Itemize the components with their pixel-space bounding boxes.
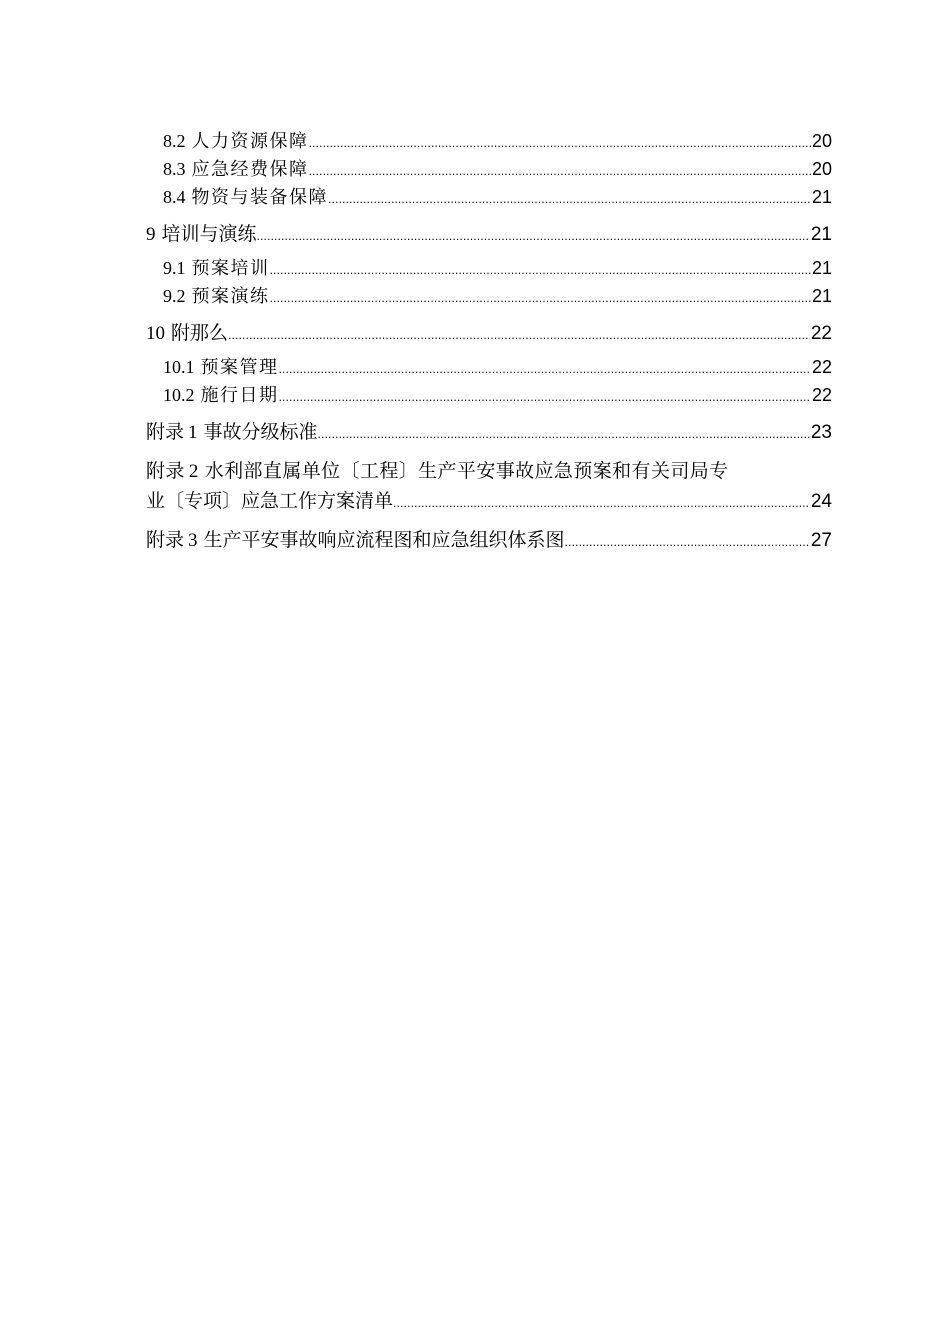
toc-entry-title-line-2 <box>146 487 832 517</box>
toc-dot-leader <box>270 257 811 285</box>
toc-entry-number: 1 <box>188 422 198 443</box>
toc-entry-8-3[interactable] <box>146 155 832 183</box>
toc-dot-leader <box>228 321 810 351</box>
toc-entry-title: 预案演练 <box>191 286 270 306</box>
toc-entry-9[interactable] <box>146 220 832 250</box>
toc-dot-leader <box>565 528 810 558</box>
toc-entry-prefix: 附录 <box>146 530 185 551</box>
toc-entry-prefix: 附录 <box>146 422 185 443</box>
toc-dot-leader <box>318 420 810 450</box>
toc-page-number: 23 <box>810 422 832 443</box>
toc-dot-leader <box>328 186 811 214</box>
toc-page-number: 22 <box>810 323 832 344</box>
toc-entry-number: 9 <box>146 224 156 245</box>
toc-dot-leader <box>257 222 810 252</box>
toc-dot-leader <box>279 384 811 412</box>
toc-page-number: 20 <box>811 159 832 179</box>
table-of-contents <box>146 127 832 556</box>
toc-page-number: 21 <box>811 258 832 278</box>
toc-entry-appendix-3[interactable] <box>146 526 832 556</box>
toc-entry-10-1[interactable] <box>146 353 832 381</box>
toc-page-number: 21 <box>811 187 832 207</box>
toc-entry-10[interactable] <box>146 319 832 349</box>
toc-entry-number: 9.1 <box>163 258 186 278</box>
toc-entry-10-2[interactable] <box>146 381 832 409</box>
toc-entry-number: 10.2 <box>163 385 195 405</box>
toc-entry-appendix-1[interactable] <box>146 418 832 448</box>
toc-entry-title: 事故分级标准 <box>203 422 318 443</box>
toc-entry-number: 9.2 <box>163 286 186 306</box>
toc-dot-leader <box>309 158 811 186</box>
toc-entry-title: 附那么 <box>171 323 229 344</box>
toc-entry-title-line-1 <box>146 457 832 487</box>
toc-entry-title: 施行日期 <box>200 385 279 405</box>
toc-dot-leader <box>393 489 810 519</box>
toc-entry-number: 10 <box>146 323 165 344</box>
toc-entry-8-2[interactable] <box>146 127 832 155</box>
toc-entry-title: 预案培训 <box>191 258 270 278</box>
toc-entry-title: 人力资源保障 <box>191 131 309 151</box>
toc-entry-title: 预案管理 <box>200 357 279 377</box>
toc-entry-9-1[interactable] <box>146 254 832 282</box>
toc-entry-number: 8.3 <box>163 159 186 179</box>
toc-entry-number: 8.4 <box>163 187 186 207</box>
toc-page-number: 21 <box>811 286 832 306</box>
toc-entry-title: 生产平安事故响应流程图和应急组织体系图 <box>203 530 565 551</box>
toc-entry-title: 水利部直属单位〔工程〕生产平安事故应急预案和有关司局专 <box>204 461 729 482</box>
toc-entry-appendix-2[interactable] <box>146 457 832 517</box>
toc-entry-number: 3 <box>188 530 198 551</box>
toc-page-number: 22 <box>811 357 832 377</box>
toc-dot-leader <box>279 356 811 384</box>
toc-entry-title: 培训与演练 <box>161 224 257 245</box>
toc-dot-leader <box>309 130 811 158</box>
toc-page-number: 27 <box>810 530 832 551</box>
toc-entry-title: 应急经费保障 <box>191 159 309 179</box>
toc-entry-number: 10.1 <box>163 357 195 377</box>
toc-entry-9-2[interactable] <box>146 282 832 310</box>
toc-entry-number: 8.2 <box>163 131 186 151</box>
toc-page-number: 24 <box>810 491 832 512</box>
toc-page-number: 22 <box>811 385 832 405</box>
toc-entry-8-4[interactable] <box>146 183 832 211</box>
toc-page-number: 20 <box>811 131 832 151</box>
toc-entry-number: 2 <box>188 461 199 482</box>
toc-entry-prefix: 附录 <box>146 461 185 482</box>
toc-entry-title: 物资与装备保障 <box>191 187 328 207</box>
toc-dot-leader <box>270 285 811 313</box>
toc-entry-title-continued: 业〔专项〕应急工作方案清单 <box>146 491 394 512</box>
toc-page-number: 21 <box>810 224 832 245</box>
